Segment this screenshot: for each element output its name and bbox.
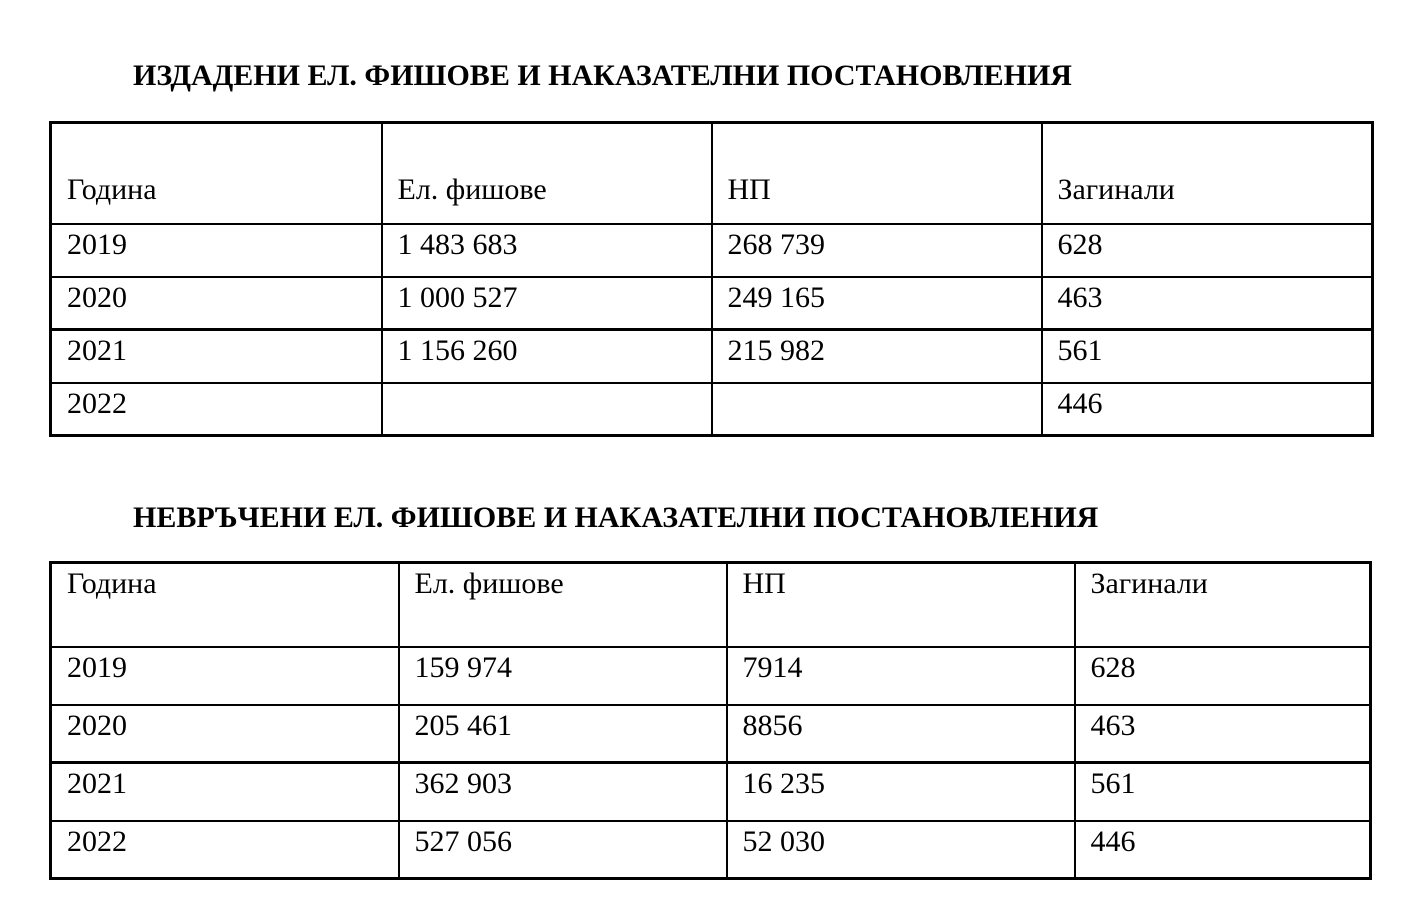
cell-fatalities: 463 — [1042, 277, 1373, 330]
table-row — [51, 383, 1373, 436]
cell-penal-decrees: 7914 — [727, 647, 1075, 705]
table-header-row — [51, 123, 1373, 224]
undelivered-tickets-table — [49, 561, 1372, 880]
cell-e-tickets: 1 483 683 — [382, 224, 712, 277]
table-row — [51, 330, 1373, 383]
column-header-penal-decrees: НП — [712, 123, 1042, 224]
cell-e-tickets — [382, 383, 712, 436]
cell-penal-decrees: 16 235 — [727, 763, 1075, 821]
table-row — [51, 224, 1373, 277]
cell-penal-decrees: 268 739 — [712, 224, 1042, 277]
cell-fatalities: 446 — [1042, 383, 1373, 436]
cell-year: 2020 — [51, 705, 399, 763]
cell-fatalities: 628 — [1075, 647, 1371, 705]
cell-penal-decrees — [712, 383, 1042, 436]
table-row — [51, 277, 1373, 330]
cell-year: 2021 — [51, 330, 382, 383]
cell-year: 2022 — [51, 383, 382, 436]
table-row — [51, 647, 1371, 705]
column-header-year: Година — [51, 563, 399, 647]
cell-year: 2019 — [51, 647, 399, 705]
issued-tickets-heading: ИЗДАДЕНИ ЕЛ. ФИШОВЕ И НАКАЗАТЕЛНИ ПОСТАНОВЛЕНИЯ — [133, 59, 1072, 92]
column-header-e-tickets: Ел. фишове — [382, 123, 712, 224]
cell-year: 2020 — [51, 277, 382, 330]
cell-fatalities: 561 — [1075, 763, 1371, 821]
cell-penal-decrees: 215 982 — [712, 330, 1042, 383]
cell-e-tickets: 1 156 260 — [382, 330, 712, 383]
cell-fatalities: 446 — [1075, 821, 1371, 879]
table-header-row — [51, 563, 1371, 647]
cell-e-tickets: 362 903 — [399, 763, 727, 821]
cell-penal-decrees: 249 165 — [712, 277, 1042, 330]
column-header-e-tickets: Ел. фишове — [399, 563, 727, 647]
cell-fatalities: 561 — [1042, 330, 1373, 383]
cell-e-tickets: 1 000 527 — [382, 277, 712, 330]
table-row — [51, 705, 1371, 763]
cell-e-tickets: 205 461 — [399, 705, 727, 763]
cell-year: 2021 — [51, 763, 399, 821]
cell-penal-decrees: 52 030 — [727, 821, 1075, 879]
cell-e-tickets: 159 974 — [399, 647, 727, 705]
undelivered-tickets-heading: НЕВРЪЧЕНИ ЕЛ. ФИШОВЕ И НАКАЗАТЕЛНИ ПОСТАНОВЛЕНИЯ — [133, 501, 1099, 534]
column-header-year: Година — [51, 123, 382, 224]
cell-fatalities: 463 — [1075, 705, 1371, 763]
column-header-fatalities: Загинали — [1042, 123, 1373, 224]
cell-year: 2022 — [51, 821, 399, 879]
table-row — [51, 763, 1371, 821]
cell-fatalities: 628 — [1042, 224, 1373, 277]
cell-penal-decrees: 8856 — [727, 705, 1075, 763]
issued-tickets-table — [49, 121, 1374, 437]
column-header-penal-decrees: НП — [727, 563, 1075, 647]
column-header-fatalities: Загинали — [1075, 563, 1371, 647]
cell-year: 2019 — [51, 224, 382, 277]
table-row — [51, 821, 1371, 879]
cell-e-tickets: 527 056 — [399, 821, 727, 879]
